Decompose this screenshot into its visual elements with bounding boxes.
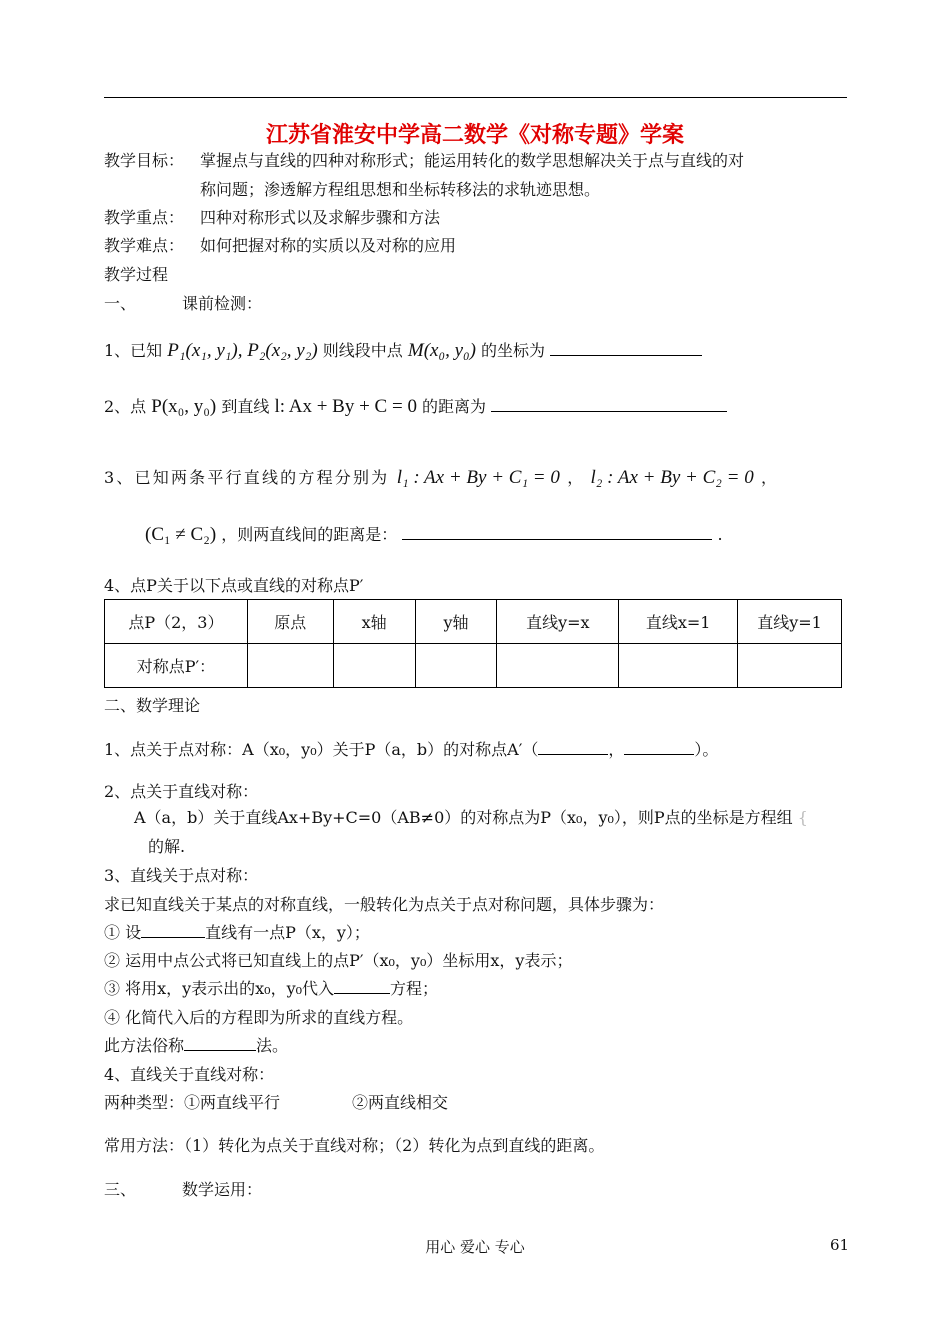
q4-text: 4、点P关于以下点或直线的对称点P′ xyxy=(104,576,364,595)
t3-step1-b: 直线有一点P（x，y）； xyxy=(205,923,370,942)
symmetry-table xyxy=(104,599,842,688)
footer-center: 用心 爱心 专心 xyxy=(425,1238,525,1256)
table-cell: 直线y=1 xyxy=(738,600,842,644)
q3-end: . xyxy=(717,525,723,544)
table-cell: 原点 xyxy=(247,600,333,644)
q1-line xyxy=(104,338,702,362)
difficulties-label: 教学难点： xyxy=(104,236,185,255)
t1-end: ）。 xyxy=(694,740,719,759)
q2-answer-blank[interactable] xyxy=(491,411,727,412)
q2-suffix: 的距离为 xyxy=(422,397,487,416)
goals-label: 教学目标： xyxy=(104,151,185,170)
table-cell: 直线y=x xyxy=(497,600,619,644)
t3-step3-b: 方程； xyxy=(390,979,439,998)
t4-title: 4、直线关于直线对称： xyxy=(104,1065,275,1084)
brace-icon: { xyxy=(797,808,808,827)
q1-prefix: 1、已知 xyxy=(104,341,163,360)
q3-prefix: 3、已知两条平行直线的方程分别为 xyxy=(104,468,390,487)
table-row xyxy=(105,644,842,688)
difficulties-text: 如何把握对称的实质以及对称的应用 xyxy=(200,236,457,255)
t1-blank-y[interactable] xyxy=(624,754,694,755)
t1-blank-x[interactable] xyxy=(538,754,608,755)
t3-step4: ④ 化简代入后的方程即为所求的直线方程。 xyxy=(104,1008,414,1027)
q1-answer-blank[interactable] xyxy=(550,355,702,356)
t2-body-text: A（a，b）关于直线Ax+By+C=0（AB≠0）的对称点为P（x₀，y₀），则P点的坐标是方程组 xyxy=(134,808,793,827)
t4-types: 两种类型：①两直线平行 xyxy=(104,1093,281,1112)
table-cell: y轴 xyxy=(415,600,497,644)
t3-step3 xyxy=(104,976,438,999)
table-header-row xyxy=(105,600,842,644)
q1-mid: 则线段中点 xyxy=(322,341,403,360)
section3-num: 三、 xyxy=(104,1180,137,1199)
section3-title: 数学运用： xyxy=(182,1180,263,1199)
t3-step3-a: ③ 将用x，y表示出的x₀，y₀代入 xyxy=(104,979,335,998)
key-points-text: 四种对称形式以及求解步骤和方法 xyxy=(200,208,441,227)
header-rule xyxy=(104,97,847,98)
process-heading: 教学过程 xyxy=(104,265,169,284)
table-cell: x轴 xyxy=(333,600,415,644)
t4-types2: ②两直线相交 xyxy=(352,1093,449,1112)
q3-line-l2: l₂ : Ax + By + C₂ = 0 xyxy=(590,467,754,488)
q3-line1: 3、已知两条平行直线的方程分别为 l₁ : Ax + By + C₁ = 0 ， l₂ : Ax + By + C₂ = 0 ， xyxy=(104,467,778,488)
t3-step1-a: ① 设 xyxy=(104,923,142,942)
t2-title: 2、点关于直线对称： xyxy=(104,782,259,801)
key-points-label: 教学重点： xyxy=(104,208,185,227)
q3-line2 xyxy=(145,522,723,546)
t3-step1-blank[interactable] xyxy=(141,937,205,938)
q2-prefix: 2、点 xyxy=(104,397,147,416)
t3-step5-b: 法。 xyxy=(256,1036,289,1055)
table-answer-cell[interactable] xyxy=(619,644,738,688)
table-cell: 直线x=1 xyxy=(619,600,738,644)
table-answer-cell[interactable] xyxy=(497,644,619,688)
q3-text: ，则两直线间的距离是： xyxy=(221,525,398,544)
t3-step1 xyxy=(104,920,370,943)
t3-step5-blank[interactable] xyxy=(184,1050,256,1051)
q2-math2: l: Ax + By + C = 0 xyxy=(274,396,417,417)
q2-math: P(x₀, y₀) xyxy=(151,396,217,417)
page-title: 江苏省淮安中学高二数学《对称专题》学案 xyxy=(265,123,684,148)
table-answer-cell[interactable] xyxy=(415,644,497,688)
table-answer-cell[interactable] xyxy=(333,644,415,688)
goals-line1: 掌握点与直线的四种对称形式；能运用转化的数学思想解决关于点与直线的对 xyxy=(200,151,745,170)
q3-line-l1: l₁ : Ax + By + C₁ = 0 xyxy=(396,467,560,488)
t2-tail: 的解. xyxy=(148,837,186,856)
table-answer-cell[interactable] xyxy=(247,644,333,688)
t3-intro: 求已知直线关于某点的对称直线，一般转化为点关于点对称问题，具体步骤为： xyxy=(104,895,665,914)
t1-text: 1、点关于点对称：A（x₀，y₀）关于P（a，b）的对称点A′（ xyxy=(104,740,539,759)
page-number: 61 xyxy=(830,1236,850,1254)
t3-title: 3、直线关于点对称： xyxy=(104,866,259,885)
section1-title: 课前检测： xyxy=(182,294,263,313)
q3-answer-blank[interactable] xyxy=(402,539,712,540)
q2-mid: 到直线 xyxy=(221,397,270,416)
t3-step3-blank[interactable] xyxy=(334,993,390,994)
q1-suffix: 的坐标为 xyxy=(481,341,546,360)
goals-line2: 称问题；渗透解方程组思想和坐标转移法的求轨迹思想。 xyxy=(200,180,601,199)
section2-title: 二、数学理论 xyxy=(104,696,201,715)
t4-methods: 常用方法：（1）转化为点关于直线对称；（2）转化为点到直线的距离。 xyxy=(104,1136,605,1155)
t1-line xyxy=(104,737,718,760)
t3-step5-a: 此方法俗称 xyxy=(104,1036,185,1055)
q2-line xyxy=(104,394,727,418)
q3-cond: (C₁ ≠ C₂) xyxy=(145,524,217,545)
t1-comma: ， xyxy=(608,740,625,759)
table-answer-cell[interactable] xyxy=(738,644,842,688)
t3-step2: ② 运用中点公式将已知直线上的点P′（x₀，y₀）坐标用x，y表示； xyxy=(104,951,573,970)
section1-num: 一、 xyxy=(104,294,137,313)
q1-math: P₁(x₁, y₁), P₂(x₂, y₂) xyxy=(167,340,318,361)
t2-body xyxy=(134,805,808,828)
t3-step5 xyxy=(104,1033,288,1056)
table-row-label: 对称点P′： xyxy=(105,644,248,688)
table-cell: 点P（2，3） xyxy=(105,600,248,644)
q1-math2: M(x₀, y₀) xyxy=(407,340,476,361)
